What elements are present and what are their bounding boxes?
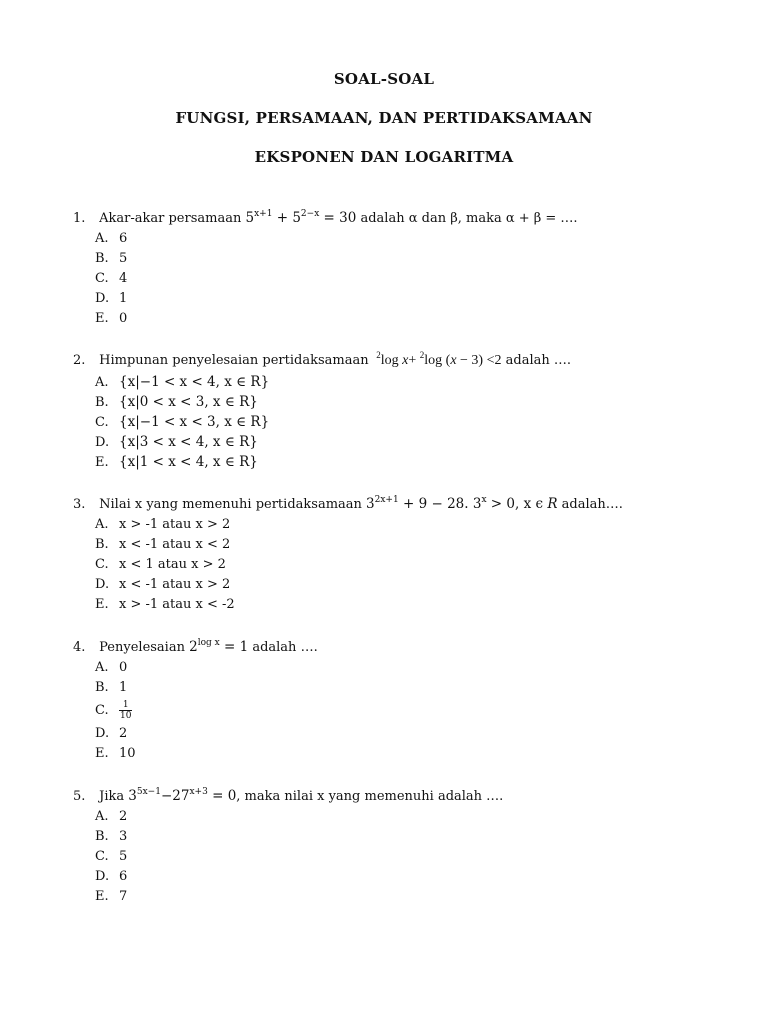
option-c[interactable]: C. {x|−1 < x < 3, x ∈ R} bbox=[95, 414, 270, 430]
question-text-tail: adalah …. bbox=[505, 353, 571, 368]
question-text: Jika bbox=[99, 789, 125, 804]
answer-options bbox=[73, 372, 733, 472]
option-e[interactable]: E. x > -1 atau x < -2 bbox=[95, 597, 235, 612]
question-number: 4. bbox=[73, 640, 86, 655]
answer-options bbox=[73, 658, 733, 764]
option-a[interactable]: A. 2 bbox=[95, 809, 128, 824]
option-a[interactable]: A. {x|−1 < x < 4, x ∈ R} bbox=[95, 374, 270, 390]
option-c[interactable]: C. 5 bbox=[95, 849, 128, 864]
option-d[interactable]: D. {x|3 < x < 4, x ∈ R} bbox=[95, 434, 258, 450]
question-number: 1. bbox=[73, 211, 86, 226]
question-4 bbox=[73, 636, 733, 764]
question-2-stem bbox=[73, 350, 733, 372]
option-a[interactable]: A. 0 bbox=[95, 660, 128, 675]
document-header bbox=[0, 68, 768, 185]
option-c[interactable]: C. 4 bbox=[95, 271, 128, 286]
question-text-tail: adalah …. bbox=[252, 640, 318, 655]
question-text-tail: adalah α dan β, maka α + β = …. bbox=[360, 211, 578, 226]
option-a[interactable]: A. 6 bbox=[95, 231, 128, 246]
option-d[interactable]: D. 2 bbox=[95, 726, 128, 741]
option-a[interactable]: A. x > -1 atau x > 2 bbox=[95, 517, 231, 532]
question-1 bbox=[73, 207, 733, 329]
option-e[interactable]: E. 7 bbox=[95, 889, 128, 904]
title-line-3: EKSPONEN DAN LOGARITMA bbox=[254, 148, 514, 166]
option-e[interactable]: E. {x|1 < x < 4, x ∈ R} bbox=[95, 454, 258, 470]
option-b[interactable]: B. 3 bbox=[95, 829, 128, 844]
question-list bbox=[73, 207, 733, 928]
question-1-stem bbox=[73, 207, 733, 229]
question-3-stem bbox=[73, 493, 733, 515]
question-text: Penyelesaian bbox=[99, 640, 185, 655]
question-number: 3. bbox=[73, 497, 86, 512]
question-4-stem bbox=[73, 636, 733, 658]
option-c[interactable]: C. $\frac{1}{10}$ bbox=[95, 700, 132, 721]
title-line-2: FUNGSI, PERSAMAAN, DAN PERTIDAKSAMAAN bbox=[175, 109, 593, 127]
answer-options bbox=[73, 807, 733, 907]
question-text-tail: adalah…. bbox=[561, 497, 623, 512]
equation: $3^{5x-1}-27^{x+3} = 0$ bbox=[128, 787, 237, 804]
question-5-stem bbox=[73, 785, 733, 807]
fraction: $\frac{1}{10}$ bbox=[120, 700, 132, 721]
option-d[interactable]: D. 6 bbox=[95, 869, 128, 884]
option-e[interactable]: E. 10 bbox=[95, 746, 136, 761]
question-text-tail: , maka nilai x yang memenuhi adalah …. bbox=[236, 789, 504, 804]
log-inequality: $^2$log x+ $^2$log (x − 3) <2 bbox=[376, 350, 502, 368]
option-d[interactable]: D. 1 bbox=[95, 291, 128, 306]
option-b[interactable]: B. {x|0 < x < 3, x ∈ R} bbox=[95, 394, 258, 410]
option-b[interactable]: B. x < -1 atau x < 2 bbox=[95, 537, 231, 552]
option-c[interactable]: C. x < 1 atau x > 2 bbox=[95, 557, 226, 572]
question-5 bbox=[73, 785, 733, 907]
inequality: $3^{2x+1} + 9 - 28$. $3^x > 0$, x ϵ R bbox=[366, 495, 558, 512]
option-d[interactable]: D. x < -1 atau x > 2 bbox=[95, 577, 231, 592]
question-text: Nilai x yang memenuhi pertidaksamaan bbox=[99, 497, 362, 512]
question-number: 2. bbox=[73, 353, 86, 368]
option-b[interactable]: B. 1 bbox=[95, 680, 128, 695]
option-b[interactable]: B. 5 bbox=[95, 251, 128, 266]
question-number: 5. bbox=[73, 789, 86, 804]
option-e[interactable]: E. 0 bbox=[95, 311, 128, 326]
answer-options bbox=[73, 515, 733, 615]
equation: $5^{x+1} + 5^{2-x} = 30$ bbox=[245, 209, 357, 226]
question-text: Akar-akar persamaan bbox=[99, 211, 242, 226]
equation: $2^{log x} = 1$ bbox=[189, 638, 249, 655]
question-2 bbox=[73, 350, 733, 472]
question-text: Himpunan penyelesaian pertidaksamaan bbox=[99, 353, 369, 368]
question-3 bbox=[73, 493, 733, 615]
title-line-1: SOAL-SOAL bbox=[333, 70, 435, 88]
answer-options bbox=[73, 229, 733, 329]
